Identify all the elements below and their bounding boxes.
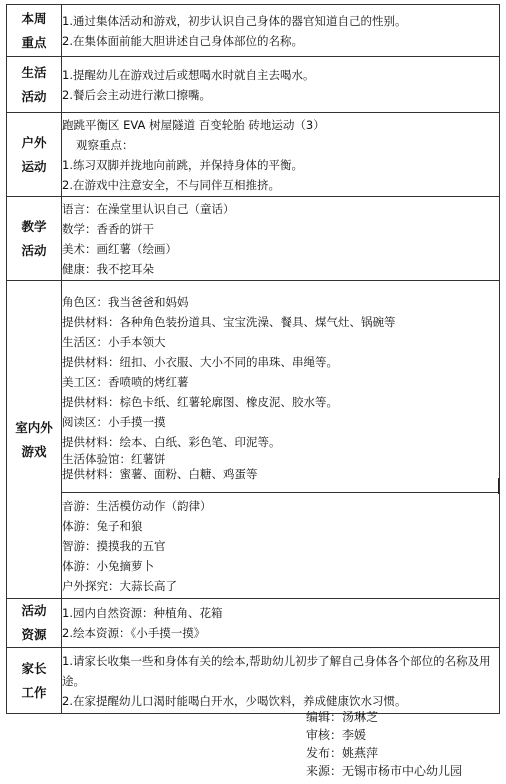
row-label-life-activities (7, 57, 62, 113)
label-line: 本周 (21, 10, 47, 26)
content-line: 户外探究：大蒜长高了 (62, 578, 177, 593)
weekly-plan-table (6, 4, 500, 714)
row-label-games (7, 281, 62, 599)
label-line: 教学 (21, 218, 47, 234)
content-line: 提供材料：各种角色装扮道具、宝宝洗澡、餐具、煤气灶、锅碗等 (62, 314, 396, 329)
row-games-outdoor (7, 493, 500, 599)
content-line: 数学：香香的饼干 (62, 221, 154, 236)
row-outdoor-sports (7, 113, 500, 197)
content-line: 1.园内自然资源：种植角、花箱 (62, 606, 223, 620)
content-line: 体游：兔子和狼 (62, 518, 143, 533)
content-line: 智游：摸摸我的五官 (62, 538, 166, 553)
label-line: 户外 (21, 134, 47, 150)
row-games-indoor (7, 281, 500, 493)
content-line: 2.在游戏中注意安全，不与同伴互相推挤。 (62, 177, 280, 192)
life-activities-content (62, 57, 500, 113)
label-line: 生活 (21, 64, 47, 80)
content-line: 1.提醒幼儿在游戏过后或想喝水时就自主去喝水。 (62, 67, 315, 82)
content-line: 提供材料：纽扣、小衣服、大小不同的串珠、串绳等。 (62, 354, 338, 369)
credit-publisher: 发布：姚燕萍 (306, 746, 379, 760)
label-line: 活动 (21, 242, 47, 258)
activity-resources-content (62, 599, 500, 648)
content-line: 1.通过集体活动和游戏，初步认识自己身体的器官知道自己的性别。 (62, 13, 407, 28)
row-label-parent-work (7, 648, 62, 714)
content-line: 观察重点： (76, 137, 134, 152)
row-weekly-focus (7, 5, 500, 57)
content-line: 提供材料：棕色卡纸、红薯轮廓图、橡皮泥、胶水等。 (62, 394, 338, 409)
outdoor-games-content (62, 493, 500, 599)
content-line: 音游：生活模仿动作（韵律） (62, 498, 212, 513)
row-label-activity-resources (7, 599, 62, 648)
content-line: 阅读区：小手摸一摸 (62, 414, 166, 429)
label-line: 运动 (21, 158, 47, 174)
content-line: 美术：画红薯（绘画） (62, 241, 177, 256)
row-parent-work (7, 648, 500, 714)
indoor-games-content (62, 281, 500, 493)
content-line: 体游：小兔摘萝卜 (62, 558, 154, 573)
row-life-activities (7, 57, 500, 113)
content-line: 生活体验馆：红薯饼 (62, 451, 166, 466)
row-teaching-activities (7, 197, 500, 281)
content-line: 美工区：香喷喷的烤红薯 (62, 374, 189, 389)
row-activity-resources (7, 599, 500, 648)
label-line: 游戏 (21, 443, 47, 459)
parent-work-content (62, 648, 500, 714)
label-line: 活动 (21, 88, 47, 104)
label-line: 工作 (21, 684, 47, 700)
row-label-outdoor-sports (7, 113, 62, 197)
content-line: 健康：我不挖耳朵 (62, 261, 154, 276)
content-line: 语言：在澡堂里认识自己（童话） (62, 201, 235, 216)
content-line: 2.餐后会主动进行漱口擦嘴。 (62, 87, 211, 102)
content-line: 2.在家提醒幼儿口渴时能喝白开水，少喝饮料，养成健康饮水习惯。 (62, 693, 407, 708)
label-line: 家长 (21, 660, 47, 676)
label-line: 资源 (21, 627, 47, 642)
credit-editor: 编辑：汤琳芝 (306, 710, 379, 724)
content-line: 提供材料：绘本、白纸、彩色笔、印泥等。 (62, 434, 281, 449)
row-label-weekly-focus (7, 5, 62, 57)
text-cursor-mark (498, 478, 499, 494)
content-paragraph: 1.请家长收集一些和身体有关的绘本,帮助幼儿初步了解自己身体各个部位的名称及用途。 (62, 653, 491, 688)
content-line: 跑跳平衡区 EVA 树屋隧道 百变轮胎 砖地运动（3） (62, 117, 325, 132)
content-line: 角色区：我当爸爸和妈妈 (62, 294, 189, 309)
label-line: 活动 (21, 603, 47, 618)
label-line: 室内外 (15, 419, 53, 435)
teaching-activities-content (62, 197, 500, 281)
content-line: 2.在集体面前能大胆讲述自己身体部位的名称。 (62, 33, 303, 48)
credits-block (306, 708, 462, 780)
weekly-focus-content (62, 5, 500, 57)
row-label-teaching-activities (7, 197, 62, 281)
outdoor-sports-content (62, 113, 500, 197)
credit-source: 来源：无锡市杨市中心幼儿园 (306, 764, 463, 778)
label-line: 重点 (21, 34, 47, 50)
content-line: 1.练习双脚并拢地向前跳，并保持身体的平衡。 (62, 157, 303, 172)
credit-reviewer: 审核：李媛 (306, 728, 367, 742)
content-line: 提供材料：蜜薯、面粉、白糖、鸡蛋等 (62, 466, 258, 481)
content-line: 生活区：小手本领大 (62, 334, 166, 349)
content-line: 2.绘本资源：《小手摸一摸》 (62, 626, 206, 640)
